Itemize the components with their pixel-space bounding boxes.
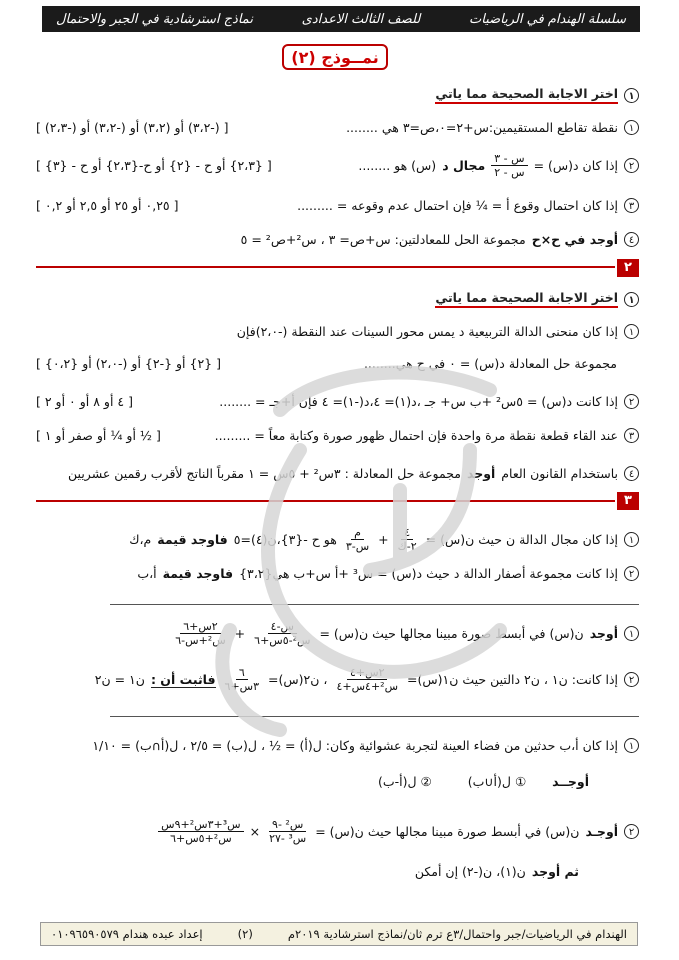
fraction: $\frac{\text{٢س+٦}}{\text{س²+س-٦}}$ [175, 620, 226, 647]
header-subject: نماذج استرشادية في الجبر والاحتمال [56, 11, 253, 27]
divider [110, 716, 639, 717]
fraction: $\frac{\text{س³+٣س²+٩س}}{\text{س²+٥س+٦}}$ [158, 818, 243, 845]
fraction: $\frac{\text{س-٤}}{\text{س²-٥س+٦}}$ [254, 620, 311, 647]
divider [36, 266, 615, 268]
section1-heading-label: اختر الاجابة الصحيحة مما ياتي [435, 86, 618, 104]
fraction: $\frac{\text{س² -٩}}{\text{س³ -٢٧}}$ [269, 818, 307, 845]
q3-5-cont: أوجــد ① ل(أ∪ب) ② ل(أ-ب) [377, 774, 589, 789]
section3-number: ٣ [617, 492, 639, 510]
divider [36, 500, 615, 502]
header-grade: للصف الثالث الاعدادى [301, 11, 421, 27]
q3-5: ١ إذا كان أ،ب حدثين من فضاء العينة لتجربة عشوائية وكان: ل(أ) = ½ ، ل(ب) = ٢/٥ ، ل(أ∩ب) = ١/١٠ [36, 738, 639, 753]
q3-3: ١ أوجد ن(س) في أبسط صورة مبينا مجالها حيث ن(س) = $\frac{\text{س-٤}}{\text{س²-٥س+٦}}$ + $\frac{\text{٢س+٦}}{\text{س²+س-٦}}$ [36, 620, 639, 647]
q2-1: ١ إذا كان منحنى الدالة التربيعية د يمس محور السينات عند النقطة (-٢،٠)فإن [36, 324, 639, 339]
section1-number: ١ [624, 88, 639, 103]
footer-source: الهندام في الرياضيات/جبر واحتمال/٣ع ترم ثان/نماذج استرشادية ٢٠١٩م [287, 927, 627, 941]
q2-1-cont: مجموعة حل المعادلة د(س) = ٠ في ح هي........ [ {٢} أو {-٢} أو (-٢،٠) أو {٠،٢} ] [36, 356, 617, 371]
q1-2: ٢ إذا كان د(س) = $\frac{\text{س - ٣}}{\text{س - ٢}}$ مجال د (س) هو ........ [ {٢،٣} أو ح - {٢} أو ح-{٢،٣} أو ح - {٣} ] [36, 152, 639, 179]
fraction: $\frac{\text{٢س+٤}}{\text{س²+٤س+٤}}$ [336, 666, 399, 693]
q2-3: ٣ عند القاء قطعة نقطة مرة واحدة فإن احتمال ظهور صورة وكتابة معاً = ......... [ ½ أو ¼ أو صفر أو ١ ] [36, 428, 639, 443]
footer-bar [40, 922, 638, 946]
footer-author: إعداد عبده هندام ٠١٠٩٦٥٩٠٥٧٩ [51, 927, 203, 941]
fraction: $\frac{\text{م}}{\text{س-٣}}$ [345, 526, 370, 553]
section1-heading [435, 86, 639, 104]
fraction: $\frac{\text{س - ٣}}{\text{س - ٢}}$ [491, 152, 527, 179]
section2-heading: ١ اختر الاجابة الصحيحة مما ياتي [435, 290, 639, 308]
q2-4: ٤ باستخدام القانون العام أوجد مجموعة حل المعادلة : ٣س² + ٥س = ١ مقرباً الناتج لأقرب رقمين عشريين [36, 466, 639, 481]
q1-1: ١ نقطة تقاطع المستقيمين:س+٢=٠،ص=٣ هي ........ [ (-٣،٢) أو (٣،٢) أو (-٣،٢) أو (-٢،٣) ] [36, 120, 639, 135]
section2-number: ٢ [617, 259, 639, 277]
model-title: نمــوذج (٢) [282, 44, 388, 70]
q2-2: ٢ إذا كانت د(س) = ٥س² +ب س+ جـ ،د(١)= ٤،د(-١)= ٤ فإن أ+جـ = ........ [ ٤ أو ٨ أو ٠ أو ٢ ] [36, 394, 639, 409]
header-series-title: سلسلة الهندام في الرياضيات [469, 11, 626, 27]
divider [110, 604, 639, 605]
fraction: $\frac{٤}{\text{٢-ك}}$ [397, 526, 417, 553]
header-bar [42, 6, 640, 32]
footer-page-number: (٢) [237, 927, 253, 941]
fraction: $\frac{٦}{\text{٣س+٦}}$ [224, 666, 260, 693]
q1-3: ٣ إذا كان احتمال وقوع أ = ¼ فإن احتمال عدم وقوعه = ......... [ ٠,٢٥ أو ٢٥ أو ٢,٥ أو ٠,٢ ] [36, 198, 639, 213]
q3-6-cont: ثم أوجد ن(١)، ن(-٢) إن أمكن [414, 864, 579, 879]
q3-6: ٢ أوجـد ن(س) في أبسط صورة مبينا مجالها حيث ن(س) = $\frac{\text{س² -٩}}{\text{س³ -٢٧}}$ × $\frac{\text{س³+٣س²+٩س}}{\text{س²+٥س+٦}}$ [36, 818, 639, 845]
q3-1: ١ إذا كان مجال الدالة ن حيث ن(س) = $\frac{٤}{\text{٢-ك}}$ + $\frac{\text{م}}{\text{س-٣}}$ هو ح -{٣}،ن(٤)=٥ فاوجد قيمة م،ك [36, 526, 639, 553]
q1-4: ٤ أوجد في ح×ح مجموعة الحل للمعادلتين: س+ص= ٣ ، س²+ص² = ٥ [36, 232, 639, 247]
q3-2: ٢ إذا كانت مجموعة أصفار الدالة د حيث د(س) = س³ +أ س+ب هي{٣،٢} فاوجد قيمة أ،ب [36, 566, 639, 581]
q3-4: ٢ إذا كانت: ن١ ، ن٢ دالتين حيث ن١(س)= $\frac{\text{٢س+٤}}{\text{س²+٤س+٤}}$ ، ن٢(س)= $\frac{٦}{\text{٣س+٦}}$ فاثبت أن : ن١ = ن٢ [36, 666, 639, 693]
